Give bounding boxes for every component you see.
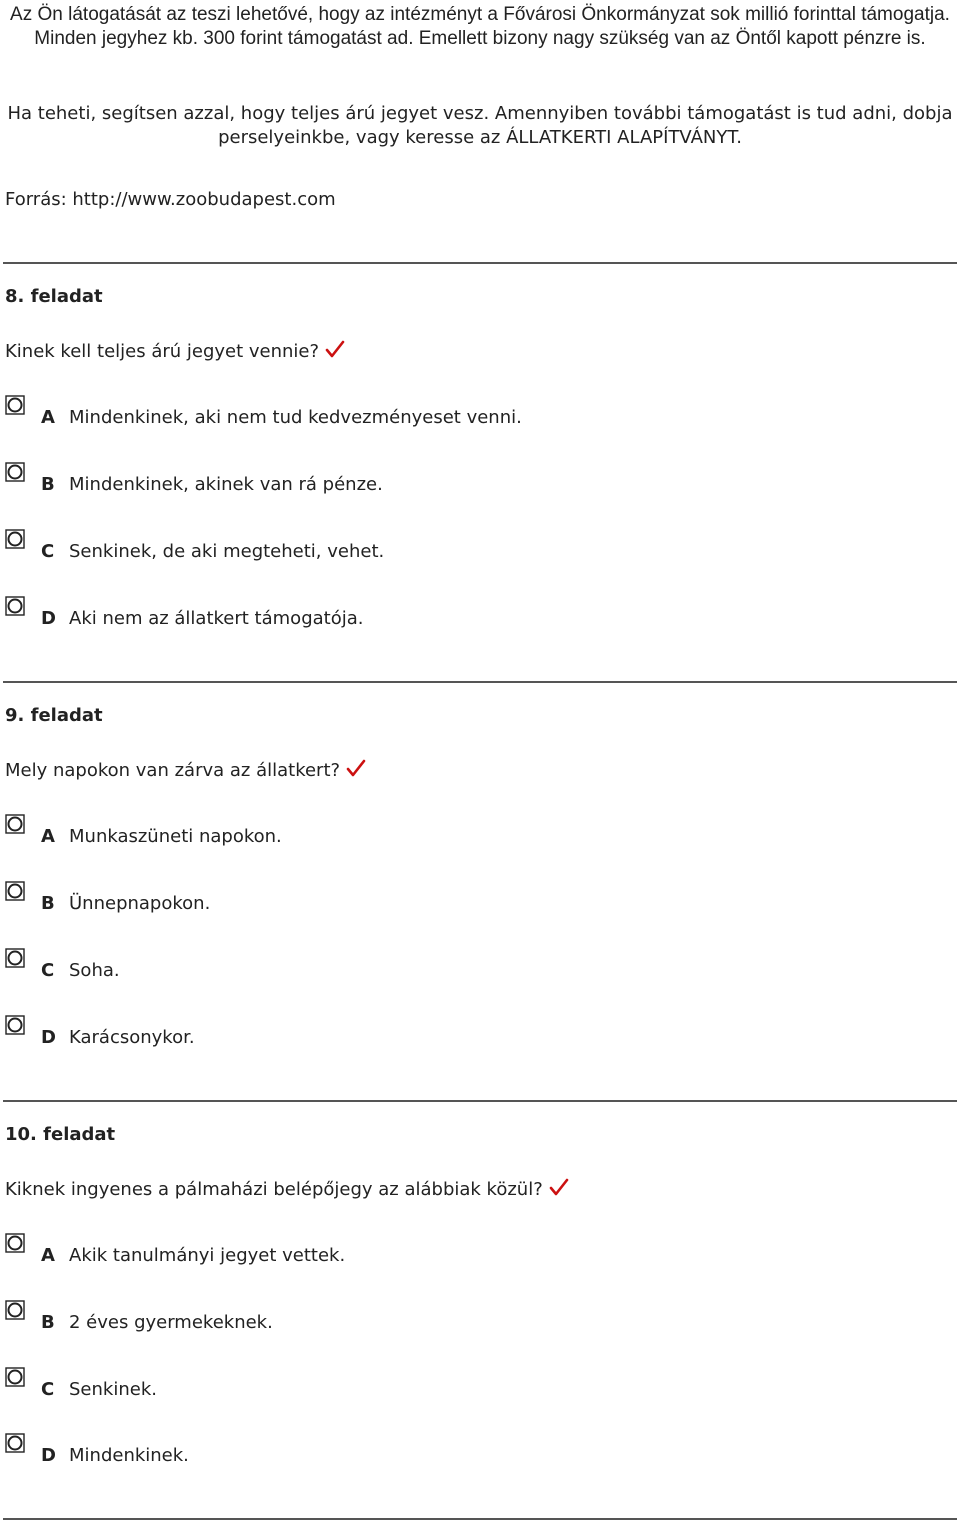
divider xyxy=(3,1100,957,1102)
option-letter: A xyxy=(41,1245,55,1266)
divider xyxy=(3,1518,957,1520)
intro-paragraph-2: Ha teheti, segítsen azzal, hogy teljes árú jegyet vesz. Amennyiben további támogatást is tud adni, dobja perselyeinkbe, vagy keresse az ÁLLATKERTI ALAPÍTVÁNYT. xyxy=(7,103,953,148)
option-letter: C xyxy=(41,541,55,562)
option-letter: C xyxy=(41,960,55,981)
option-letter: D xyxy=(41,1027,56,1048)
question-text xyxy=(5,1177,569,1202)
radio-icon[interactable] xyxy=(5,1015,25,1035)
option-text: Ünnepnapokon. xyxy=(69,893,211,914)
radio-icon[interactable] xyxy=(5,529,25,549)
radio-icon[interactable] xyxy=(5,1233,25,1253)
question-label: Mely napokon van zárva az állatkert? xyxy=(5,760,341,781)
question-label: Kiknek ingyenes a pálmaházi belépőjegy az alábbiak közül? xyxy=(5,1179,543,1200)
source-text: Forrás: http://www.zoobudapest.com xyxy=(5,189,336,210)
radio-icon[interactable] xyxy=(5,948,25,968)
option-text: Karácsonykor. xyxy=(69,1027,195,1048)
question-label: Kinek kell teljes árú jegyet vennie? xyxy=(5,341,320,362)
option-text: Soha. xyxy=(69,960,120,981)
option-text: Mindenkinek, aki nem tud kedvezményeset venni. xyxy=(69,407,522,428)
task-title: 8. feladat xyxy=(5,286,103,307)
option-letter: A xyxy=(41,826,55,847)
option-text: Senkinek, de aki megteheti, vehet. xyxy=(69,541,385,562)
option-text: Mindenkinek. xyxy=(69,1445,189,1466)
check-icon xyxy=(549,1177,569,1197)
option-letter: B xyxy=(41,474,55,495)
check-icon xyxy=(346,758,366,778)
option-text: Munkaszüneti napokon. xyxy=(69,826,282,847)
radio-icon[interactable] xyxy=(5,462,25,482)
question-text xyxy=(5,758,366,783)
question-text xyxy=(5,339,345,364)
option-letter: B xyxy=(41,893,55,914)
option-text: Mindenkinek, akinek van rá pénze. xyxy=(69,474,383,495)
radio-icon[interactable] xyxy=(5,881,25,901)
intro-paragraph-1: Az Ön látogatását az teszi lehetővé, hogy az intézményt a Fővárosi Önkormányzat sok millió forinttal támogatja. Minden jegyhez kb. 300 forint támogatást ad. Emellett bizony nagy szükség van az Öntől kapott pénzre is. xyxy=(10,4,950,49)
check-icon xyxy=(325,339,345,359)
option-text: Aki nem az állatkert támogatója. xyxy=(69,608,364,629)
radio-icon[interactable] xyxy=(5,596,25,616)
option-letter: C xyxy=(41,1379,55,1400)
radio-icon[interactable] xyxy=(5,1433,25,1453)
option-letter: D xyxy=(41,608,56,629)
radio-icon[interactable] xyxy=(5,395,25,415)
option-text: Senkinek. xyxy=(69,1379,157,1400)
option-letter: A xyxy=(41,407,55,428)
divider xyxy=(3,262,957,264)
option-text: Akik tanulmányi jegyet vettek. xyxy=(69,1245,346,1266)
radio-icon[interactable] xyxy=(5,1300,25,1320)
radio-icon[interactable] xyxy=(5,1367,25,1387)
divider xyxy=(3,681,957,683)
option-letter: D xyxy=(41,1445,56,1466)
radio-icon[interactable] xyxy=(5,814,25,834)
task-title: 9. feladat xyxy=(5,705,103,726)
option-text: 2 éves gyermekeknek. xyxy=(69,1312,273,1333)
option-letter: B xyxy=(41,1312,55,1333)
task-title: 10. feladat xyxy=(5,1124,116,1145)
